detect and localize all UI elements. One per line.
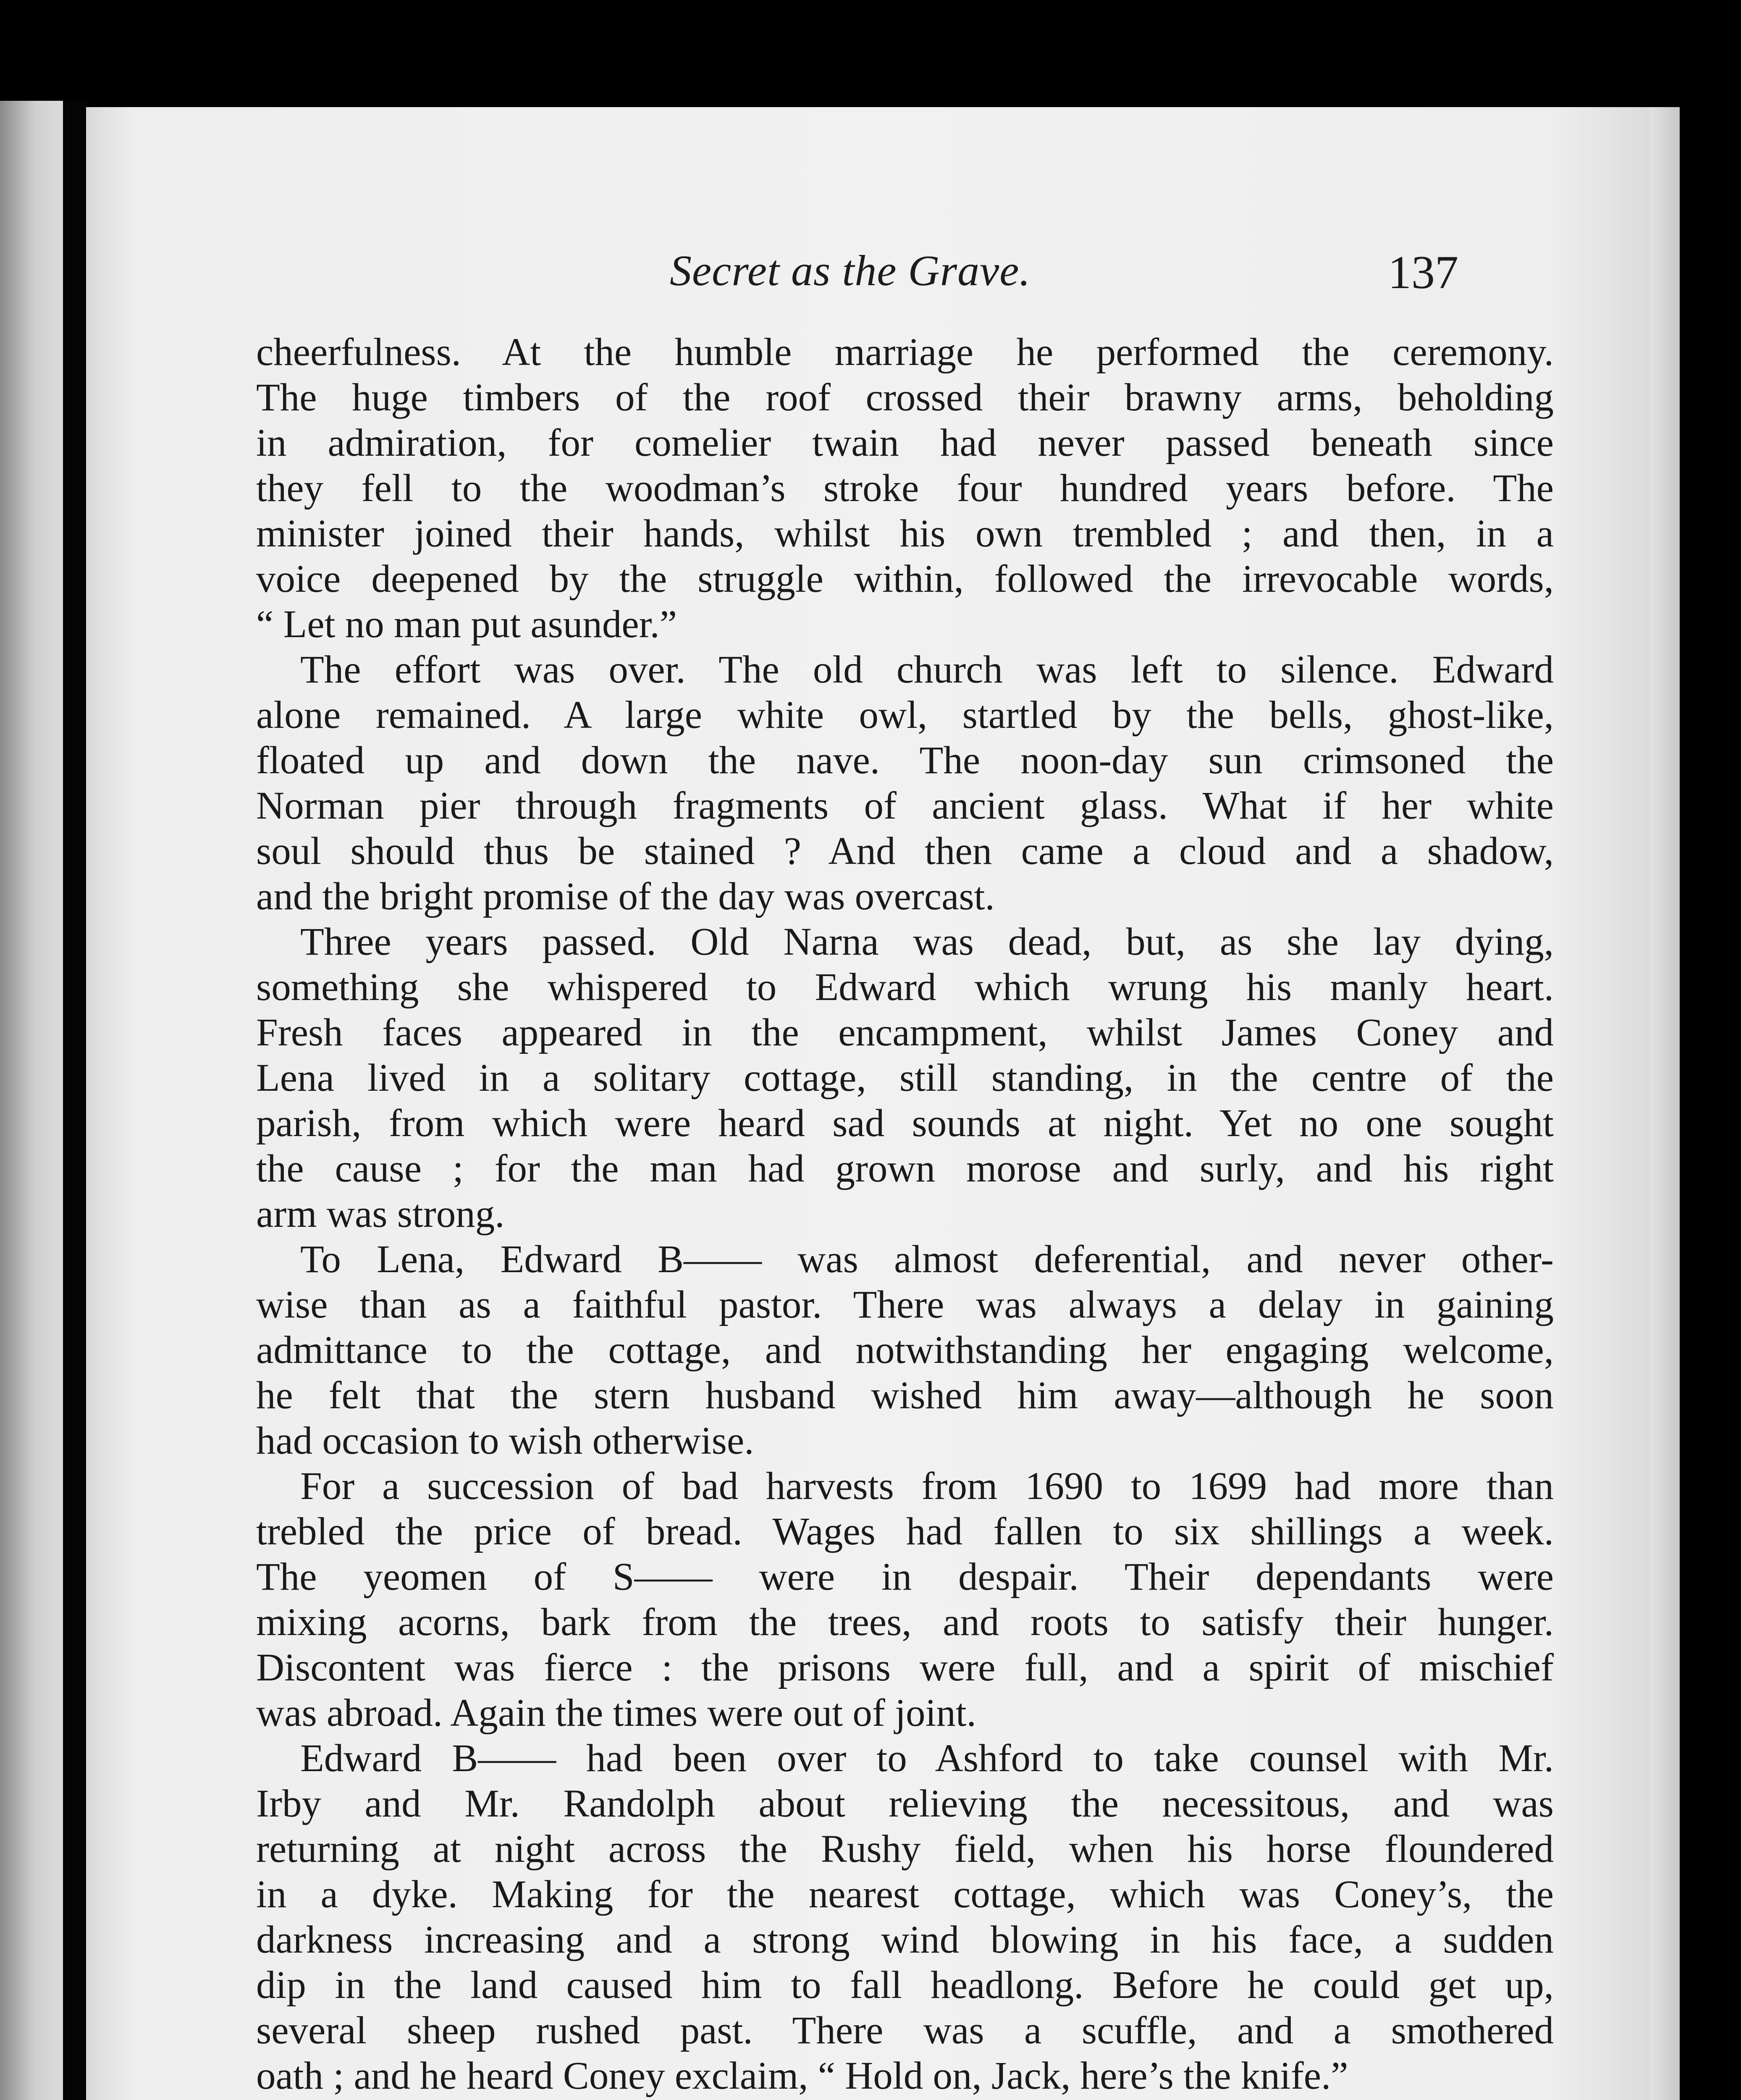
page-edge-shadow (1650, 107, 1680, 2100)
text-line: mixing acorns, bark from the trees, and roots to satisfy their hunger. (256, 1601, 1554, 1644)
text-line: alone remained. A large white owl, startled by the bells, ghost-like, (256, 693, 1554, 737)
text-line: arm was strong. (256, 1192, 505, 1236)
text-line: something she whispered to Edward which wrung his manly heart. (256, 966, 1554, 1009)
text-line: he felt that the stern husband wished him away—although he soon (256, 1374, 1554, 1417)
text-line: and the bright promise of the day was overcast. (256, 875, 995, 918)
text-line: Lena lived in a solitary cottage, still standing, in the centre of the (256, 1056, 1554, 1100)
facing-page-edge (0, 101, 63, 2100)
text-line: darkness increasing and a strong wind blowing in his face, a sudden (256, 1918, 1554, 1961)
text-line: The huge timbers of the roof crossed their brawny arms, beholding (256, 376, 1554, 419)
text-line: Edward B—— had been over to Ashford to take counsel with Mr. (300, 1737, 1554, 1780)
text-line: in a dyke. Making for the nearest cottage, which was Coney’s, the (256, 1873, 1554, 1916)
page-number: 137 (1388, 247, 1458, 299)
text-line: several sheep rushed past. There was a scuffle, and a smothered (256, 2009, 1554, 2052)
text-line: To Lena, Edward B—— was almost deferential, and never other- (300, 1238, 1554, 1281)
text-line: voice deepened by the struggle within, followed the irrevocable words, (256, 557, 1554, 601)
text-line: oath ; and he heard Coney exclaim, “ Hold on, Jack, here’s the knife.” (256, 2054, 1348, 2097)
text-line: The effort was over. The old church was left to silence. Edward (300, 648, 1554, 691)
text-line: minister joined their hands, whilst his own trembled ; and then, in a (256, 512, 1554, 555)
text-line: soul should thus be stained ? And then came a cloud and a shadow, (256, 830, 1554, 873)
text-line: trebled the price of bread. Wages had fallen to six shillings a week. (256, 1510, 1554, 1553)
text-line: dip in the land caused him to fall headlong. Before he could get up, (256, 1964, 1554, 2007)
text-line: Three years passed. Old Narna was dead, but, as she lay dying, (300, 920, 1554, 963)
book-spine (63, 101, 87, 2100)
text-line: admittance to the cottage, and notwithstanding her engaging welcome, (256, 1328, 1554, 1372)
text-line: wise than as a faithful pastor. There was always a delay in gaining (256, 1283, 1554, 1326)
text-line: returning at night across the Rushy field, when his horse floundered (256, 1827, 1554, 1871)
text-line: Discontent was fierce : the prisons were full, and a spirit of mischief (256, 1646, 1554, 1689)
text-line: they fell to the woodman’s stroke four hundred years before. The (256, 467, 1554, 510)
text-line: “ Let no man put asunder.” (256, 603, 677, 646)
text-line: Fresh faces appeared in the encampment, whilst James Coney and (256, 1011, 1554, 1054)
text-line: the cause ; for the man had grown morose and surly, and his right (256, 1147, 1554, 1190)
book-page (86, 107, 1680, 2100)
text-line: in admiration, for comelier twain had never passed beneath since (256, 421, 1554, 465)
text-line: Irby and Mr. Randolph about relieving the necessitous, and was (256, 1782, 1554, 1825)
running-head (86, 246, 1680, 313)
text-line: had occasion to wish otherwise. (256, 1419, 754, 1462)
text-line: Norman pier through fragments of ancient glass. What if her white (256, 784, 1554, 827)
text-line: floated up and down the nave. The noon-day sun crimsoned the (256, 739, 1554, 782)
text-line: was abroad. Again the times were out of joint. (256, 1691, 976, 1735)
running-title: Secret as the Grave. (670, 247, 1031, 295)
body-text (256, 330, 1554, 2100)
text-line: cheerfulness. At the humble marriage he performed the ceremony. (256, 331, 1554, 374)
text-line: For a succession of bad harvests from 1690 to 1699 had more than (300, 1465, 1554, 1508)
text-line: The yeomen of S—— were in despair. Their dependants were (256, 1555, 1554, 1599)
text-line: parish, from which were heard sad sounds at night. Yet no one sought (256, 1102, 1554, 1145)
